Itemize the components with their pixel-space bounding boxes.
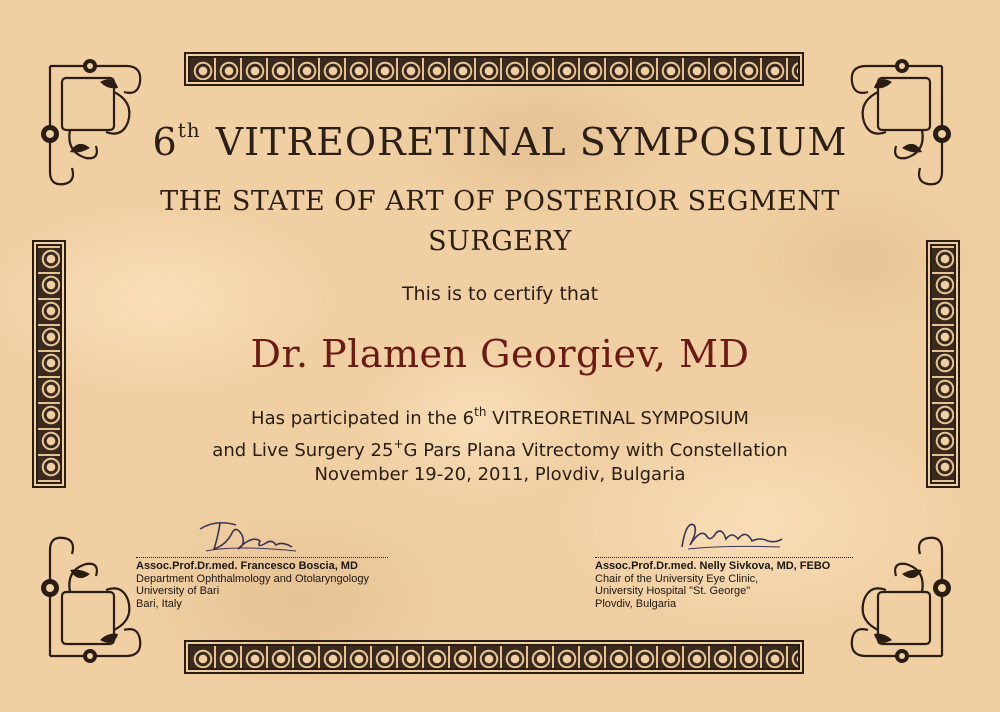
certificate-title — [0, 118, 1000, 164]
title-ordinal-suffix: th — [177, 118, 201, 142]
participation-line-2 — [0, 437, 1000, 461]
line2-prefix: and Live Surgery 25 — [212, 440, 394, 461]
subtitle-line-1: THE STATE OF ART OF POSTERIOR SEGMENT — [160, 186, 840, 217]
event-date-location: November 19-20, 2011, Plovdiv, Bulgaria — [314, 464, 686, 485]
line1-prefix: Has participated in the 6 — [251, 408, 475, 429]
line1-suffix: VITREORETINAL SYMPOSIUM — [486, 408, 749, 429]
line1-sup: th — [474, 405, 487, 419]
title-text: VITREORETINAL SYMPOSIUM — [215, 120, 848, 164]
right-signatory-line-2: University Hospital "St. George" — [595, 585, 751, 597]
subtitle-line-2: SURGERY — [428, 226, 572, 257]
bottom-ornament-border — [188, 644, 800, 670]
certify-text: This is to certify that — [401, 283, 599, 305]
line2-suffix: G Pars Plana Vitrectomy with Constellation — [403, 440, 788, 461]
bottom-left-corner-ornament — [30, 530, 150, 670]
left-signatory-block — [136, 557, 388, 610]
top-ornament-border — [188, 56, 800, 82]
left-signature — [196, 515, 306, 555]
right-signature — [676, 515, 786, 555]
line2-sup: + — [393, 437, 404, 451]
right-signatory-block — [595, 557, 853, 610]
title-ordinal: 6 — [152, 120, 178, 164]
left-signatory-name: Assoc.Prof.Dr.med. Francesco Boscia, MD — [136, 557, 388, 573]
bottom-right-corner-ornament — [842, 530, 962, 670]
left-signatory-line-2: University of Bari — [136, 585, 220, 597]
participation-line-1 — [0, 405, 1000, 429]
left-signatory-line-3: Bari, Italy — [136, 597, 182, 610]
right-signatory-line-1: Chair of the University Eye Clinic, — [595, 572, 759, 585]
right-signatory-line-3: Plovdiv, Bulgaria — [595, 597, 677, 610]
left-signatory-line-1: Department Ophthalmology and Otolaryngology — [136, 572, 369, 585]
right-signatory-name: Assoc.Prof.Dr.med. Nelly Sivkova, MD, FEBO — [595, 557, 853, 573]
recipient-name: Dr. Plamen Georgiev, MD — [250, 332, 750, 376]
